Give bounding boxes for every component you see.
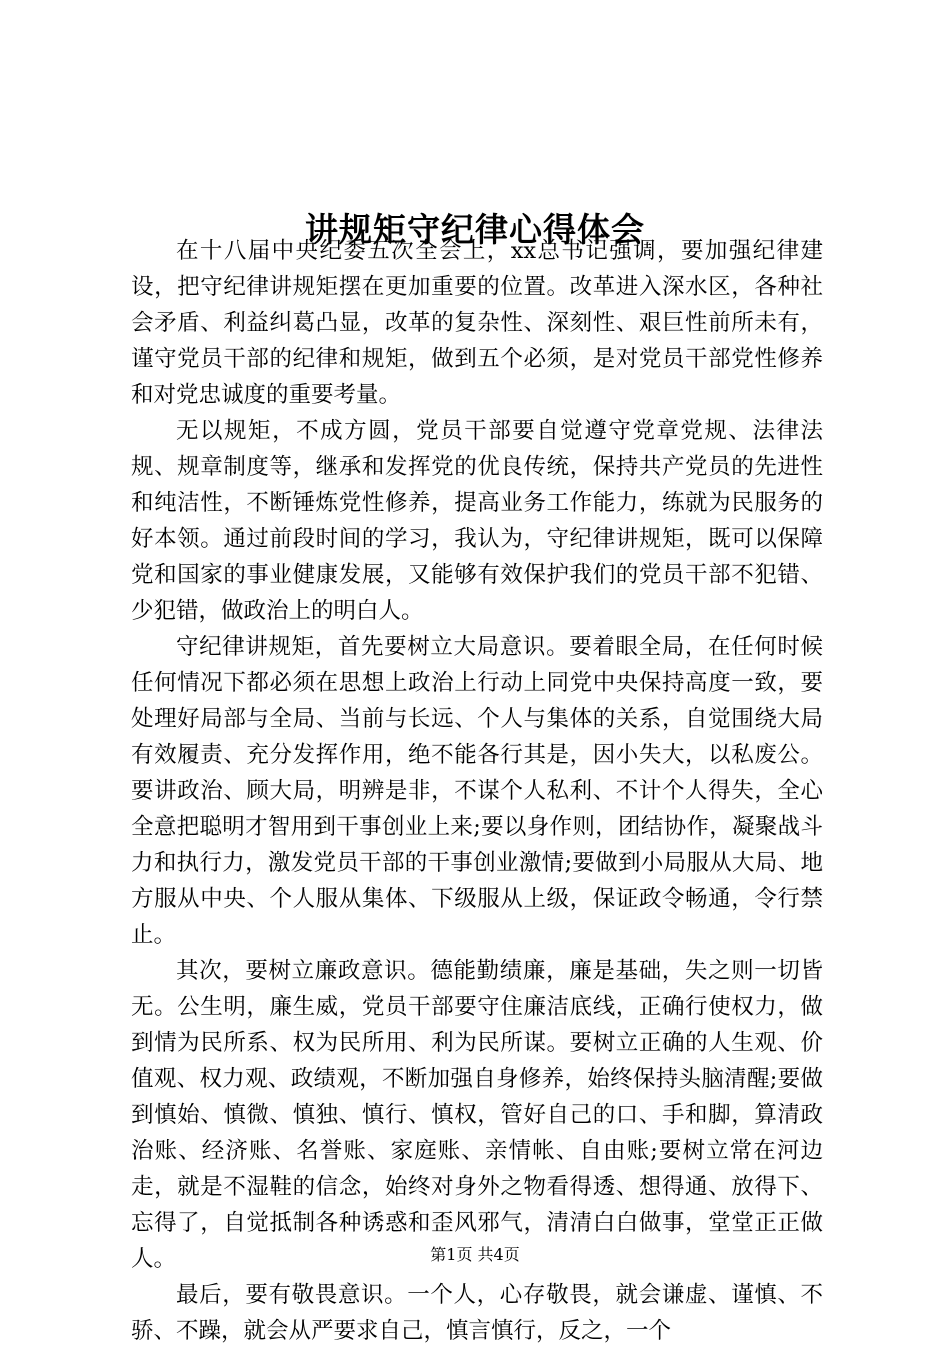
paragraph-5: 最后，要有敬畏意识。一个人，心存敬畏，就会谦虚、谨慎、不骄、不躁，就会从严要求自己，慎言慎行，反之，一个 [131,1282,823,1344]
paragraph-4: 其次，要树立廉政意识。德能勤绩廉，廉是基础，失之则一切皆无。公生明，廉生威，党员干部要守住廉洁底线，正确行使权力，做到情为民所系、权为民所用、利为民所谋。要树立正确的人生观、价值观、权力观、政绩观，不断加强自身修养，始终保持头脑清醒;要做到慎始、慎微、慎独、慎行、慎权，管好自己的口、手和脚，算清政治账、经济账、名誉账、家庭账、亲情帐、自由账;要树立常在河边走，就是不湿鞋的信念，始终对身外之物看得透、想得通、放得下、忘得了，自觉抵制各种诱惑和歪风邪气，清清白白做事，堂堂正正做人。 [131,958,823,1272]
document-body [131,233,823,1349]
paragraph-3: 守纪律讲规矩，首先要树立大局意识。要着眼全局，在任何时候任何情况下都必须在思想上政治上行动上同党中央保持高度一致，要处理好局部与全局、当前与长远、个人与集体的关系，自觉围绕大局有效履责、充分发挥作用，绝不能各行其是，因小失大，以私废公。要讲政治、顾大局，明辨是非，不谋个人私利、不计个人得失，全心全意把聪明才智用到干事创业上来;要以身作则，团结协作，凝聚战斗力和执行力，激发党员干部的干事创业激情;要做到小局服从大局、地方服从中央、个人服从集体、下级服从上级，保证政令畅通，令行禁止。 [131,634,823,948]
page-number-footer: 第1页 共4页 [430,1245,520,1264]
document-title: 讲规矩守纪律心得体会 [305,210,645,250]
paragraph-1: 在十八届中央纪委五次全会上，xx总书记强调，要加强纪律建设，把守纪律讲规矩摆在更加重要的位置。改革进入深水区，各种社会矛盾、利益纠葛凸显，改革的复杂性、深刻性、艰巨性前所未有，谨守党员干部的纪律和规矩，做到五个必须，是对党员干部党性修养和对党忠诚度的重要考量。 [131,238,823,408]
paragraph-2: 无以规矩，不成方圆，党员干部要自觉遵守党章党规、法律法规、规章制度等，继承和发挥党的优良传统，保持共产党员的先进性和纯洁性，不断锤炼党性修养，提高业务工作能力，练就为民服务的好本领。通过前段时间的学习，我认为，守纪律讲规矩，既可以保障党和国家的事业健康发展，又能够有效保护我们的党员干部不犯错、少犯错，做政治上的明白人。 [131,418,823,624]
